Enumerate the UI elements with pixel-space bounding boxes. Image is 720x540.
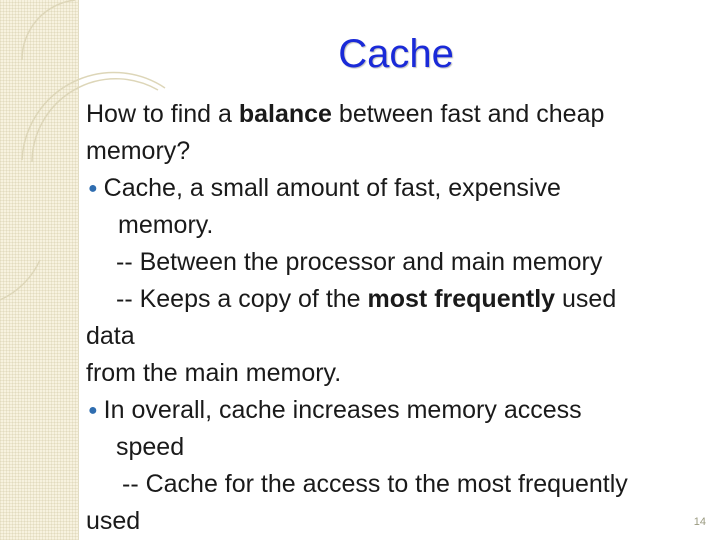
bullet-continuation: speed	[116, 433, 185, 461]
bullet-item-cache	[88, 170, 706, 207]
bullet-icon: ●	[88, 402, 98, 419]
bullet-continuation: memory.	[118, 211, 214, 239]
bullet-icon: ●	[88, 180, 98, 197]
sub-item-emphasis: most frequently	[367, 285, 556, 313]
bullet-text: Cache, a small amount of fast, expensive	[103, 174, 561, 202]
intro-emphasis: balance	[238, 100, 332, 128]
intro-continuation: memory?	[86, 137, 191, 165]
sub-item-cache-access: -- Cache for the access to the most frequently	[122, 470, 628, 498]
slide-title: Cache	[338, 32, 454, 76]
intro-line	[86, 96, 706, 133]
sub-item-continuation: used	[86, 507, 141, 535]
decorative-side-band	[0, 0, 79, 540]
sub-item-between: -- Between the processor and main memory	[116, 248, 603, 276]
intro-text-start: How to find a	[86, 100, 239, 128]
sub-item-text-end: used	[555, 285, 617, 313]
slide-body	[86, 96, 706, 540]
intro-text-end: between fast and cheap	[331, 100, 605, 128]
sub-item-continuation: data	[86, 322, 135, 350]
bullet-text: In overall, cache increases memory access	[103, 396, 582, 424]
page-number: 14	[693, 516, 706, 528]
sub-item-continuation: from the main memory.	[86, 359, 342, 387]
sub-item-text-start: -- Keeps a copy of the	[116, 285, 368, 313]
bullet-item-overall	[88, 392, 706, 429]
sub-item-keeps-copy	[86, 281, 706, 318]
